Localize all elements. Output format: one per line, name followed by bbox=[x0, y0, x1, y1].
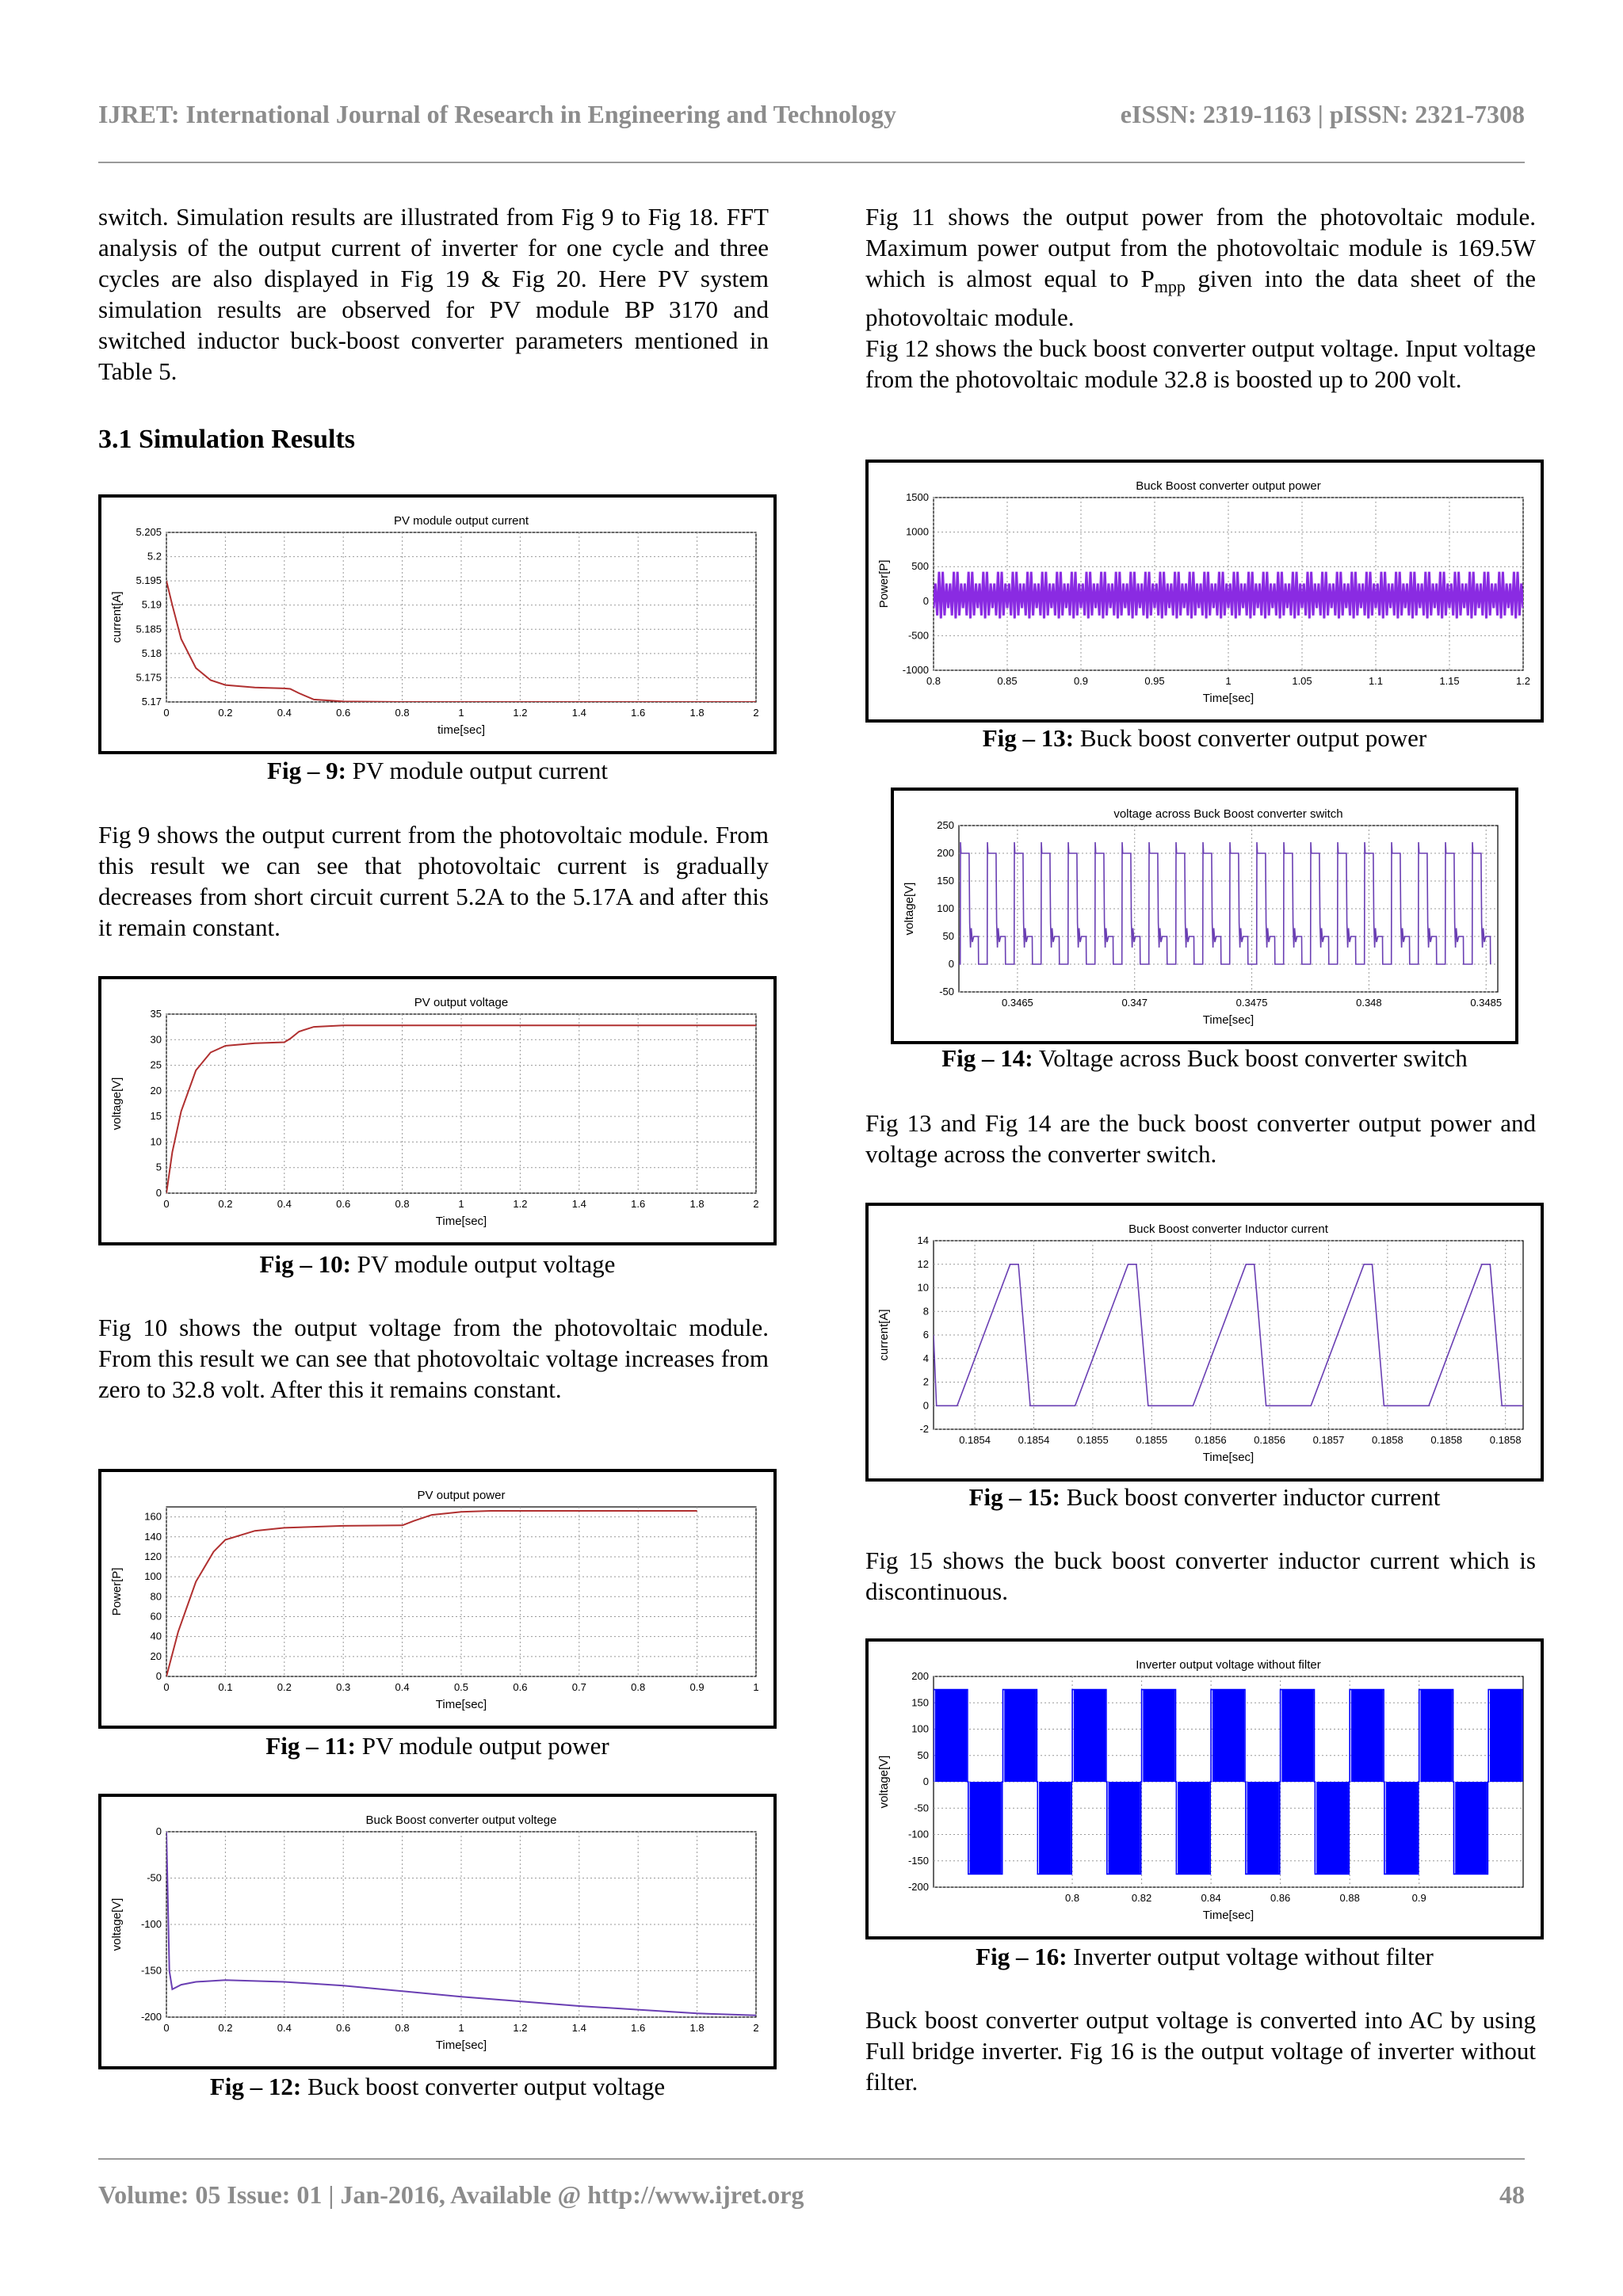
y-tick-label: 50 bbox=[942, 930, 954, 942]
x-tick-label: 0.1857 bbox=[1312, 1434, 1345, 1446]
y-tick-label: 0 bbox=[922, 1775, 929, 1787]
x-tick-label: 0.2 bbox=[218, 2022, 233, 2034]
x-tick-label: 1.4 bbox=[571, 1198, 586, 1210]
y-tick-label: -50 bbox=[147, 1871, 162, 1884]
chart-title: Buck Boost converter output power bbox=[1136, 479, 1321, 493]
x-tick-label: 0.347 bbox=[1121, 997, 1148, 1009]
x-tick-label: 1.2 bbox=[1515, 675, 1531, 687]
x-tick-label: 0.4 bbox=[395, 1681, 410, 1693]
y-tick-label: 250 bbox=[937, 819, 954, 831]
x-tick-label: 1.8 bbox=[689, 2022, 705, 2034]
y-tick-label: 5.185 bbox=[136, 623, 162, 635]
chart-title: Inverter output voltage without filter bbox=[1136, 1658, 1321, 1672]
x-tick-label: 0.1854 bbox=[959, 1434, 991, 1446]
y-tick-label: 0 bbox=[922, 1399, 929, 1412]
x-tick-label: 2 bbox=[753, 1198, 759, 1210]
y-axis-label: voltage[V] bbox=[903, 882, 916, 936]
x-tick-label: 0.88 bbox=[1339, 1892, 1360, 1904]
x-tick-label: 0.6 bbox=[336, 1198, 351, 1210]
x-tick-label: 1.6 bbox=[631, 707, 646, 719]
x-tick-label: 1.6 bbox=[631, 1198, 646, 1210]
chart-title: PV output voltage bbox=[414, 996, 509, 1009]
x-tick-label: 1.8 bbox=[689, 707, 705, 719]
y-tick-label: -150 bbox=[140, 1964, 162, 1977]
x-tick-label: 1.8 bbox=[689, 1198, 705, 1210]
chart-fig10 bbox=[101, 979, 773, 1242]
figure-12 bbox=[98, 1794, 777, 2069]
footer-volume: Volume: 05 Issue: 01 | Jan-2016, Available @ http://www.ijret.org bbox=[98, 2180, 804, 2209]
caption-fig10: Fig – 10: PV module output voltage bbox=[259, 1250, 616, 1278]
intro-paragraph: switch. Simulation results are illustrated from Fig 9 to Fig 18. FFT analysis of the output current of inverter for one cycle and three cycles are also displayed in Fig 19 & Fig 20. Here PV system simulation results are observed for PV module BP 3170 and switched inductor buck-boost converter parameters mentioned in Table 5. bbox=[98, 203, 769, 385]
pwm-block bbox=[1316, 1782, 1348, 1874]
x-tick-label: 0.348 bbox=[1356, 997, 1382, 1009]
y-tick-label: 5.2 bbox=[147, 550, 162, 563]
y-tick-label: 50 bbox=[917, 1749, 929, 1761]
y-tick-label: 5.205 bbox=[136, 526, 162, 538]
y-axis-label: voltage[V] bbox=[110, 1077, 124, 1131]
issn: eISSN: 2319-1163 | pISSN: 2321-7308 bbox=[1120, 100, 1525, 128]
x-tick-label: 0.4 bbox=[277, 1198, 292, 1210]
y-tick-label: 15 bbox=[150, 1110, 162, 1123]
y-tick-label: 4 bbox=[922, 1352, 929, 1364]
pwm-block bbox=[1281, 1690, 1313, 1782]
chart-fig12 bbox=[101, 1797, 773, 2066]
x-tick-label: 0.8 bbox=[926, 675, 941, 687]
x-tick-label: 0.95 bbox=[1144, 675, 1165, 687]
y-tick-label: -100 bbox=[907, 1828, 929, 1840]
chart-title: PV output power bbox=[417, 1489, 506, 1502]
section-title: 3.1 Simulation Results bbox=[98, 425, 355, 454]
x-tick-label: 0.82 bbox=[1131, 1892, 1152, 1904]
chart-fig11 bbox=[101, 1472, 773, 1726]
y-axis-label: voltage[V] bbox=[877, 1755, 891, 1809]
x-tick-label: 0 bbox=[163, 2022, 170, 2034]
y-axis-label: Power[P] bbox=[110, 1567, 124, 1616]
x-tick-label: 0.1 bbox=[218, 1681, 233, 1693]
x-tick-label: 1.2 bbox=[513, 2022, 528, 2034]
x-tick-label: 0.4 bbox=[277, 2022, 292, 2034]
paragraph-fig12: Fig 12 shows the buck boost converter output voltage. Input voltage from the photovoltaic module 32.8 is boosted up to 200 volt. bbox=[865, 334, 1536, 393]
y-axis-label: voltage[V] bbox=[110, 1897, 124, 1951]
x-tick-label: 0.1856 bbox=[1254, 1434, 1285, 1446]
x-tick-label: 1.6 bbox=[631, 2022, 646, 2034]
y-tick-label: 100 bbox=[937, 902, 954, 914]
pwm-block bbox=[1386, 1782, 1418, 1874]
chart-title: voltage across Buck Boost converter switch bbox=[1113, 807, 1343, 821]
x-axis-label: Time[sec] bbox=[1202, 1013, 1254, 1027]
x-tick-label: 1 bbox=[458, 707, 464, 719]
x-tick-label: 0.6 bbox=[513, 1681, 528, 1693]
x-axis-label: Time[sec] bbox=[1202, 1909, 1254, 1922]
x-tick-label: 2 bbox=[753, 2022, 759, 2034]
y-tick-label: 25 bbox=[150, 1058, 162, 1071]
y-tick-label: 1000 bbox=[906, 525, 929, 538]
page-footer bbox=[98, 2180, 1525, 2210]
header-rule bbox=[98, 162, 1525, 163]
y-tick-label: 20 bbox=[150, 1084, 162, 1097]
caption-fig11: Fig – 11: PV module output power bbox=[265, 1732, 609, 1760]
x-tick-label: 1.2 bbox=[513, 707, 528, 719]
x-tick-label: 1.2 bbox=[513, 1198, 528, 1210]
chart-fig14 bbox=[894, 791, 1515, 1041]
figure-15 bbox=[865, 1203, 1544, 1482]
pwm-block bbox=[1178, 1782, 1209, 1874]
pwm-block bbox=[1143, 1690, 1174, 1782]
x-tick-label: 0.84 bbox=[1201, 1892, 1221, 1904]
x-tick-label: 0.2 bbox=[277, 1681, 292, 1693]
x-tick-label: 0.8 bbox=[395, 2022, 410, 2034]
plot-area bbox=[166, 1014, 756, 1193]
x-axis-label: time[sec] bbox=[437, 723, 486, 737]
x-tick-label: 1.05 bbox=[1292, 675, 1312, 687]
x-axis-label: Time[sec] bbox=[1202, 1451, 1254, 1464]
figure-16 bbox=[865, 1638, 1544, 1939]
x-axis-label: Time[sec] bbox=[435, 2039, 487, 2052]
y-tick-label: 20 bbox=[150, 1650, 162, 1662]
figure-9 bbox=[98, 494, 777, 754]
x-tick-label: 0 bbox=[163, 1681, 170, 1693]
x-tick-label: 0 bbox=[163, 707, 170, 719]
x-tick-label: 0.9 bbox=[1411, 1892, 1426, 1904]
x-tick-label: 0.86 bbox=[1270, 1892, 1291, 1904]
y-tick-label: 40 bbox=[150, 1630, 162, 1642]
y-tick-label: -150 bbox=[907, 1854, 929, 1867]
x-tick-label: 0.1855 bbox=[1076, 1434, 1109, 1446]
chart-fig9 bbox=[101, 498, 773, 751]
x-tick-label: 0.8 bbox=[395, 707, 410, 719]
x-tick-label: 0.1855 bbox=[1136, 1434, 1168, 1446]
x-tick-label: 0.1858 bbox=[1430, 1434, 1463, 1446]
y-tick-label: 5 bbox=[155, 1161, 162, 1173]
x-tick-label: 1 bbox=[458, 2022, 464, 2034]
x-axis-label: Time[sec] bbox=[435, 1698, 487, 1711]
chart-title: Buck Boost converter output voltege bbox=[365, 1814, 557, 1827]
x-tick-label: 1.1 bbox=[1368, 675, 1384, 687]
paragraph-fig13-14: Fig 13 and Fig 14 are the buck boost converter output power and voltage across the converter switch. bbox=[865, 1109, 1536, 1168]
y-tick-label: 8 bbox=[922, 1305, 929, 1318]
paragraph-fig16: Buck boost converter output voltage is converted into AC by using Full bridge inverter. Fig 16 is the output voltage of inverter without filter. bbox=[865, 2006, 1536, 2096]
y-tick-label: 0 bbox=[948, 958, 954, 970]
y-tick-label: 35 bbox=[150, 1008, 162, 1020]
figure-14 bbox=[891, 788, 1518, 1044]
y-tick-label: 1500 bbox=[906, 491, 929, 503]
x-tick-label: 0.6 bbox=[336, 707, 351, 719]
y-tick-label: 120 bbox=[144, 1550, 162, 1562]
x-tick-label: 0.9 bbox=[689, 1681, 705, 1693]
y-tick-label: 150 bbox=[937, 875, 954, 887]
y-tick-label: -1000 bbox=[902, 664, 929, 676]
y-tick-label: 10 bbox=[917, 1281, 929, 1294]
x-axis-label: Time[sec] bbox=[1202, 692, 1254, 705]
x-tick-label: 0.8 bbox=[395, 1198, 410, 1210]
figure-11 bbox=[98, 1469, 777, 1729]
x-tick-label: 1.4 bbox=[571, 707, 586, 719]
y-tick-label: 200 bbox=[937, 847, 954, 859]
y-tick-label: -500 bbox=[907, 629, 929, 642]
x-tick-label: 0.2 bbox=[218, 707, 233, 719]
y-tick-label: -100 bbox=[140, 1918, 162, 1930]
y-tick-label: 60 bbox=[150, 1610, 162, 1623]
y-tick-label: 0 bbox=[922, 594, 929, 607]
y-tick-label: -200 bbox=[907, 1881, 929, 1893]
y-tick-label: -50 bbox=[914, 1802, 929, 1814]
y-tick-label: 5.17 bbox=[141, 696, 162, 707]
y-axis-label: current[A] bbox=[110, 591, 124, 643]
figure-10 bbox=[98, 976, 777, 1245]
figure-13 bbox=[865, 460, 1544, 723]
y-tick-label: 100 bbox=[911, 1722, 929, 1735]
x-tick-label: 0.6 bbox=[336, 2022, 351, 2034]
pwm-block bbox=[1247, 1782, 1279, 1874]
y-tick-label: 0 bbox=[155, 1670, 162, 1682]
chart-title: PV module output current bbox=[393, 514, 529, 528]
journal-name: IJRET: International Journal of Research in Engineering and Technology bbox=[98, 100, 896, 128]
y-tick-label: 140 bbox=[144, 1530, 162, 1543]
x-tick-label: 0.1856 bbox=[1194, 1434, 1227, 1446]
y-tick-label: 5.18 bbox=[141, 646, 162, 659]
y-tick-label: 6 bbox=[922, 1329, 929, 1341]
pwm-block bbox=[1420, 1690, 1452, 1782]
y-tick-label: 150 bbox=[911, 1696, 929, 1709]
y-tick-label: 500 bbox=[911, 560, 929, 573]
y-tick-label: 160 bbox=[144, 1510, 162, 1523]
x-tick-label: 0.5 bbox=[453, 1681, 469, 1693]
y-tick-label: -50 bbox=[939, 986, 954, 997]
y-tick-label: 30 bbox=[150, 1033, 162, 1046]
pwm-block bbox=[1490, 1690, 1522, 1782]
x-tick-label: 2 bbox=[753, 707, 759, 719]
paragraph-fig10: Fig 10 shows the output voltage from the photovoltaic module. From this result we can see that photovoltaic voltage increases from zero to 32.8 volt. After this it remains constant. bbox=[98, 1314, 769, 1403]
x-tick-label: 0.3465 bbox=[1002, 997, 1033, 1009]
x-tick-label: 0.1858 bbox=[1489, 1434, 1522, 1446]
caption-fig12: Fig – 12: Buck boost converter output voltage bbox=[209, 2073, 666, 2100]
x-tick-label: 1.15 bbox=[1439, 675, 1460, 687]
x-tick-label: 0.4 bbox=[277, 707, 292, 719]
pwm-block bbox=[935, 1690, 967, 1782]
paragraph-fig15: Fig 15 shows the buck boost converter inductor current which is discontinuous. bbox=[865, 1547, 1536, 1605]
y-tick-label: 2 bbox=[922, 1375, 929, 1388]
y-tick-label: 80 bbox=[150, 1590, 162, 1603]
caption-fig13: Fig – 13: Buck boost converter output power bbox=[982, 724, 1427, 752]
y-axis-label: current[A] bbox=[877, 1309, 891, 1361]
y-axis-label: Power[P] bbox=[877, 559, 891, 608]
y-tick-label: 0 bbox=[155, 1825, 162, 1837]
x-tick-label: 0.85 bbox=[997, 675, 1018, 687]
x-tick-label: 0.3 bbox=[336, 1681, 351, 1693]
x-tick-label: 1 bbox=[458, 1198, 464, 1210]
paragraph-fig11: Fig 11 shows the output power from the photovoltaic module. Maximum power output from the photovoltaic module is 169.5W which is almost equal to $P_{mpp}$ given into the data sheet of the photovoltaic module. bbox=[865, 203, 1536, 332]
chart-fig13 bbox=[869, 463, 1541, 719]
page-number: 48 bbox=[1499, 2180, 1525, 2209]
pwm-block bbox=[1074, 1690, 1106, 1782]
y-tick-label: 5.195 bbox=[136, 574, 162, 587]
footer-rule bbox=[98, 2158, 1525, 2160]
page-header bbox=[98, 100, 1525, 135]
y-tick-label: 5.19 bbox=[141, 598, 162, 611]
y-tick-label: 5.175 bbox=[136, 671, 162, 684]
y-tick-label: 0 bbox=[155, 1187, 162, 1199]
x-tick-label: 0.8 bbox=[631, 1681, 646, 1693]
pwm-block bbox=[1351, 1690, 1383, 1782]
x-tick-label: 1.4 bbox=[571, 2022, 586, 2034]
caption-fig9: Fig – 9: PV module output current bbox=[267, 757, 608, 784]
x-tick-label: 1 bbox=[753, 1681, 759, 1693]
y-tick-label: 12 bbox=[917, 1257, 929, 1270]
paragraph-fig9: Fig 9 shows the output current from the photovoltaic module. From this result we can see that photovoltaic current is gradually decreases from short circuit current 5.2A to the 5.17A and after this it remain constant. bbox=[98, 821, 769, 941]
x-tick-label: 0.7 bbox=[571, 1681, 586, 1693]
y-tick-label: 14 bbox=[917, 1234, 929, 1246]
pwm-block bbox=[1212, 1690, 1244, 1782]
chart-title: Buck Boost converter Inductor current bbox=[1128, 1222, 1328, 1236]
y-tick-label: 200 bbox=[911, 1670, 929, 1682]
chart-fig15 bbox=[869, 1206, 1541, 1478]
y-tick-label: -200 bbox=[140, 2011, 162, 2023]
y-tick-label: 100 bbox=[144, 1570, 162, 1583]
x-tick-label: 0.1858 bbox=[1371, 1434, 1403, 1446]
caption-fig15: Fig – 15: Buck boost converter inductor current bbox=[968, 1483, 1441, 1511]
pwm-block bbox=[1455, 1782, 1487, 1874]
pwm-block bbox=[1109, 1782, 1140, 1874]
x-tick-label: 0.9 bbox=[1073, 675, 1089, 687]
chart-fig16 bbox=[869, 1642, 1541, 1936]
pwm-block bbox=[970, 1782, 1002, 1874]
caption-fig14: Fig – 14: Voltage across Buck boost converter switch bbox=[941, 1044, 1468, 1072]
caption-fig16: Fig – 16: Inverter output voltage without filter bbox=[976, 1943, 1434, 1970]
x-tick-label: 0.1854 bbox=[1018, 1434, 1050, 1446]
x-tick-label: 0.2 bbox=[218, 1198, 233, 1210]
x-tick-label: 0.3475 bbox=[1235, 997, 1268, 1009]
x-tick-label: 1 bbox=[1225, 675, 1232, 687]
x-tick-label: 0 bbox=[163, 1198, 170, 1210]
y-tick-label: -2 bbox=[919, 1423, 929, 1435]
pwm-block bbox=[1004, 1690, 1036, 1782]
x-tick-label: 0.8 bbox=[1065, 1892, 1080, 1904]
y-tick-label: 10 bbox=[150, 1135, 162, 1148]
pwm-block bbox=[1039, 1782, 1071, 1874]
x-axis-label: Time[sec] bbox=[435, 1215, 487, 1228]
x-tick-label: 0.3485 bbox=[1470, 997, 1503, 1009]
